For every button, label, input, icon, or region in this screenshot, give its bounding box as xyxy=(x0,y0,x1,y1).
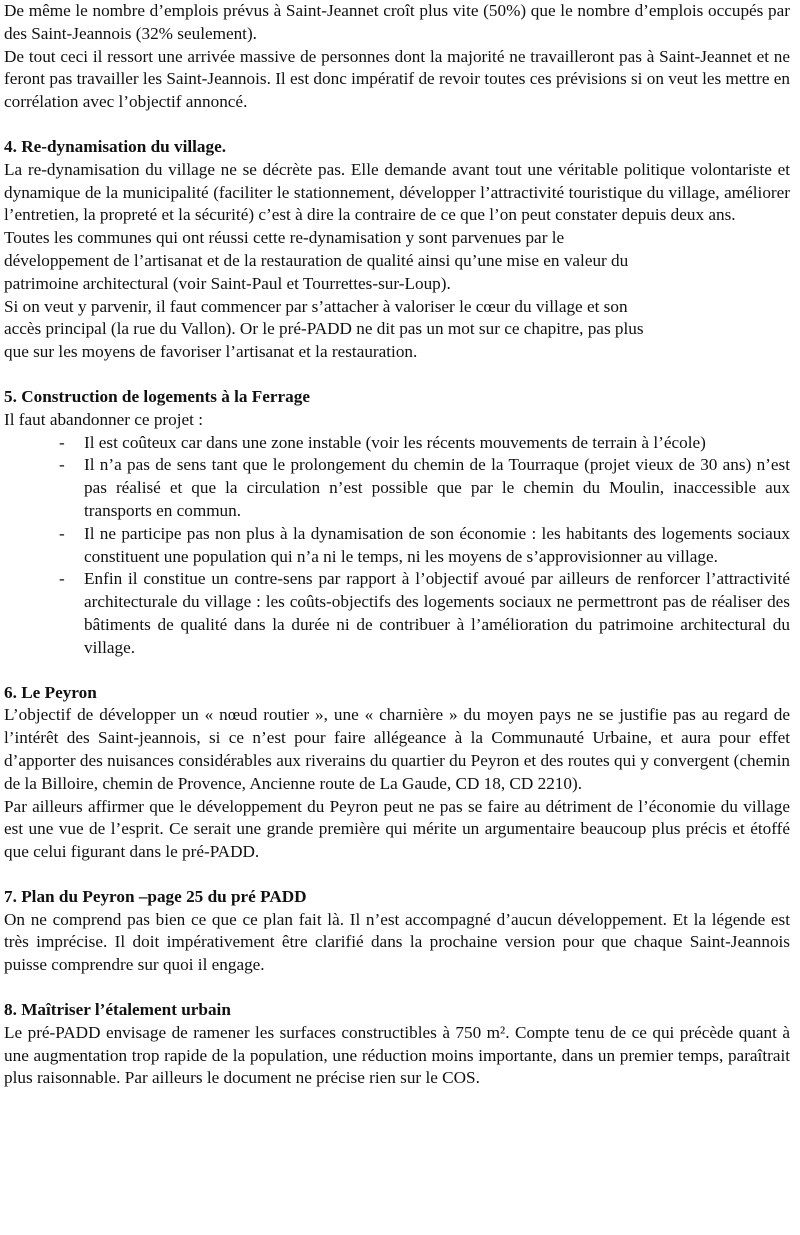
section-4-p2-line-1: Toutes les communes qui ont réussi cette re-dynamisation y sont parvenues par le xyxy=(4,228,565,248)
intro-paragraph-emplois: De même le nombre d’emplois prévus à Saint-Jeannet croît plus vite (50%) que le nombre d’emplois occupés par des Saint-Jeannois (32% seulement). xyxy=(4,1,790,43)
list-item: - Il n’a pas de sens tant que le prolongement du chemin de la Tourraque (projet vieux de 30 ans) n’est pas réalisé et que la circulation n’est possible que par le chemin du Moulin, inaccessible aux transports en commun. xyxy=(59,454,790,522)
spacer xyxy=(4,660,790,682)
spacer xyxy=(4,114,790,136)
section-4-p3-line-1: Si on veut y parvenir, il faut commencer par s’attacher à valoriser le cœur du village et son xyxy=(4,296,628,316)
list-item: - Il est coûteux car dans une zone instable (voir les récents mouvements de terrain à l’école) xyxy=(59,432,790,455)
section-6-heading: 6. Le Peyron xyxy=(4,682,97,702)
document-page xyxy=(4,0,790,1090)
section-5-intro: Il faut abandonner ce projet : xyxy=(4,409,203,429)
section-4-p2-line-3: patrimoine architectural (voir Saint-Paul et Tourrettes-sur-Loup). xyxy=(4,273,451,293)
section-4-paragraph-1: La re-dynamisation du village ne se décrète pas. Elle demande avant tout une véritable politique volontariste et dynamique de la municipalité (faciliter le stationnement, développer l’attractivité touristique du village, améliorer l’entretien, la propreté et la sécurité) c’est à dire la contraire de ce que l’on peut constater depuis deux ans. xyxy=(4,159,790,225)
section-4-paragraph-3 xyxy=(4,296,790,364)
section-8-paragraph: Le pré-PADD envisage de ramener les surfaces constructibles à 750 m². Compte tenu de ce qui précède quant à une augmentation trop rapide de la population, une réduction moins importante, dans un premier temps, paraîtrait plus raisonnable. Par ailleurs le document ne précise rien sur le COS. xyxy=(4,1022,790,1088)
section-4-p2-line-2: développement de l’artisanat et de la restauration de qualité ainsi qu’une mise en valeur du xyxy=(4,250,629,270)
list-item: - Il ne participe pas non plus à la dynamisation de son économie : les habitants des logements sociaux constituent une population qui n’a ni le temps, ni les moyens de s’approvisionner au village. xyxy=(59,523,790,569)
section-4-p3-line-3: que sur les moyens de favoriser l’artisanat et la restauration. xyxy=(4,342,418,362)
section-7-heading: 7. Plan du Peyron –page 25 du pré PADD xyxy=(4,886,307,906)
section-8-heading: 8. Maîtriser l’étalement urbain xyxy=(4,1000,231,1020)
section-5-heading: 5. Construction de logements à la Ferrage xyxy=(4,386,310,406)
list-item: - Enfin il constitue un contre-sens par rapport à l’objectif avoué par ailleurs de renforcer l’attractivité architecturale du village : les coûts-objectifs des logements sociaux ne permettront pas de réaliser des bâtiments de qualité dans la durée ni de contribuer à l’amélioration du patrimoine architectural du village. xyxy=(59,568,790,659)
intro-paragraph-conclusion: De tout ceci il ressort une arrivée massive de personnes dont la majorité ne travailleront pas à Saint-Jeannet et ne feront pas travailler les Saint-Jeannois. Il est donc impératif de revoir toutes ces prévisions si on veut les mettre en corrélation avec l’objectif annoncé. xyxy=(4,46,790,112)
spacer xyxy=(4,977,790,999)
section-4-heading: 4. Re-dynamisation du village. xyxy=(4,136,227,156)
section-7-paragraph: On ne comprend pas bien ce que ce plan fait là. Il n’est accompagné d’aucun développement. Et la légende est très imprécise. Il doit impérativement être clarifié dans la prochaine version pour que chaque Saint-Jeannois puisse comprendre sur quoi il engage. xyxy=(4,909,790,975)
section-6-paragraph-1: L’objectif de développer un « nœud routier », une « charnière » du moyen pays ne se justifie pas au regard de l’intérêt des Saint-jeannois, si ce n’est pour faire allégeance à la Communauté Urbaine, et aura pour effet d’apporter des nuisances considérables aux riverains du quartier du Peyron et des routes qui y convergent (chemin de la Billoire, chemin de Provence, Ancienne route de La Gaude, CD 18, CD 2210). xyxy=(4,705,790,793)
section-5-list xyxy=(4,432,790,660)
spacer xyxy=(4,864,790,886)
section-4-paragraph-2 xyxy=(4,227,790,295)
section-6-paragraph-2: Par ailleurs affirmer que le développement du Peyron peut ne pas se faire au détriment de l’économie du village est une vue de l’esprit. Ce serait une grande première qui mérite un argumentaire beaucoup plus précis et étoffé que celui figurant dans le pré-PADD. xyxy=(4,796,790,862)
spacer xyxy=(4,364,790,386)
section-4-p3-line-2: accès principal (la rue du Vallon). Or le pré-PADD ne dit pas un mot sur ce chapitre, pas plus xyxy=(4,319,644,339)
